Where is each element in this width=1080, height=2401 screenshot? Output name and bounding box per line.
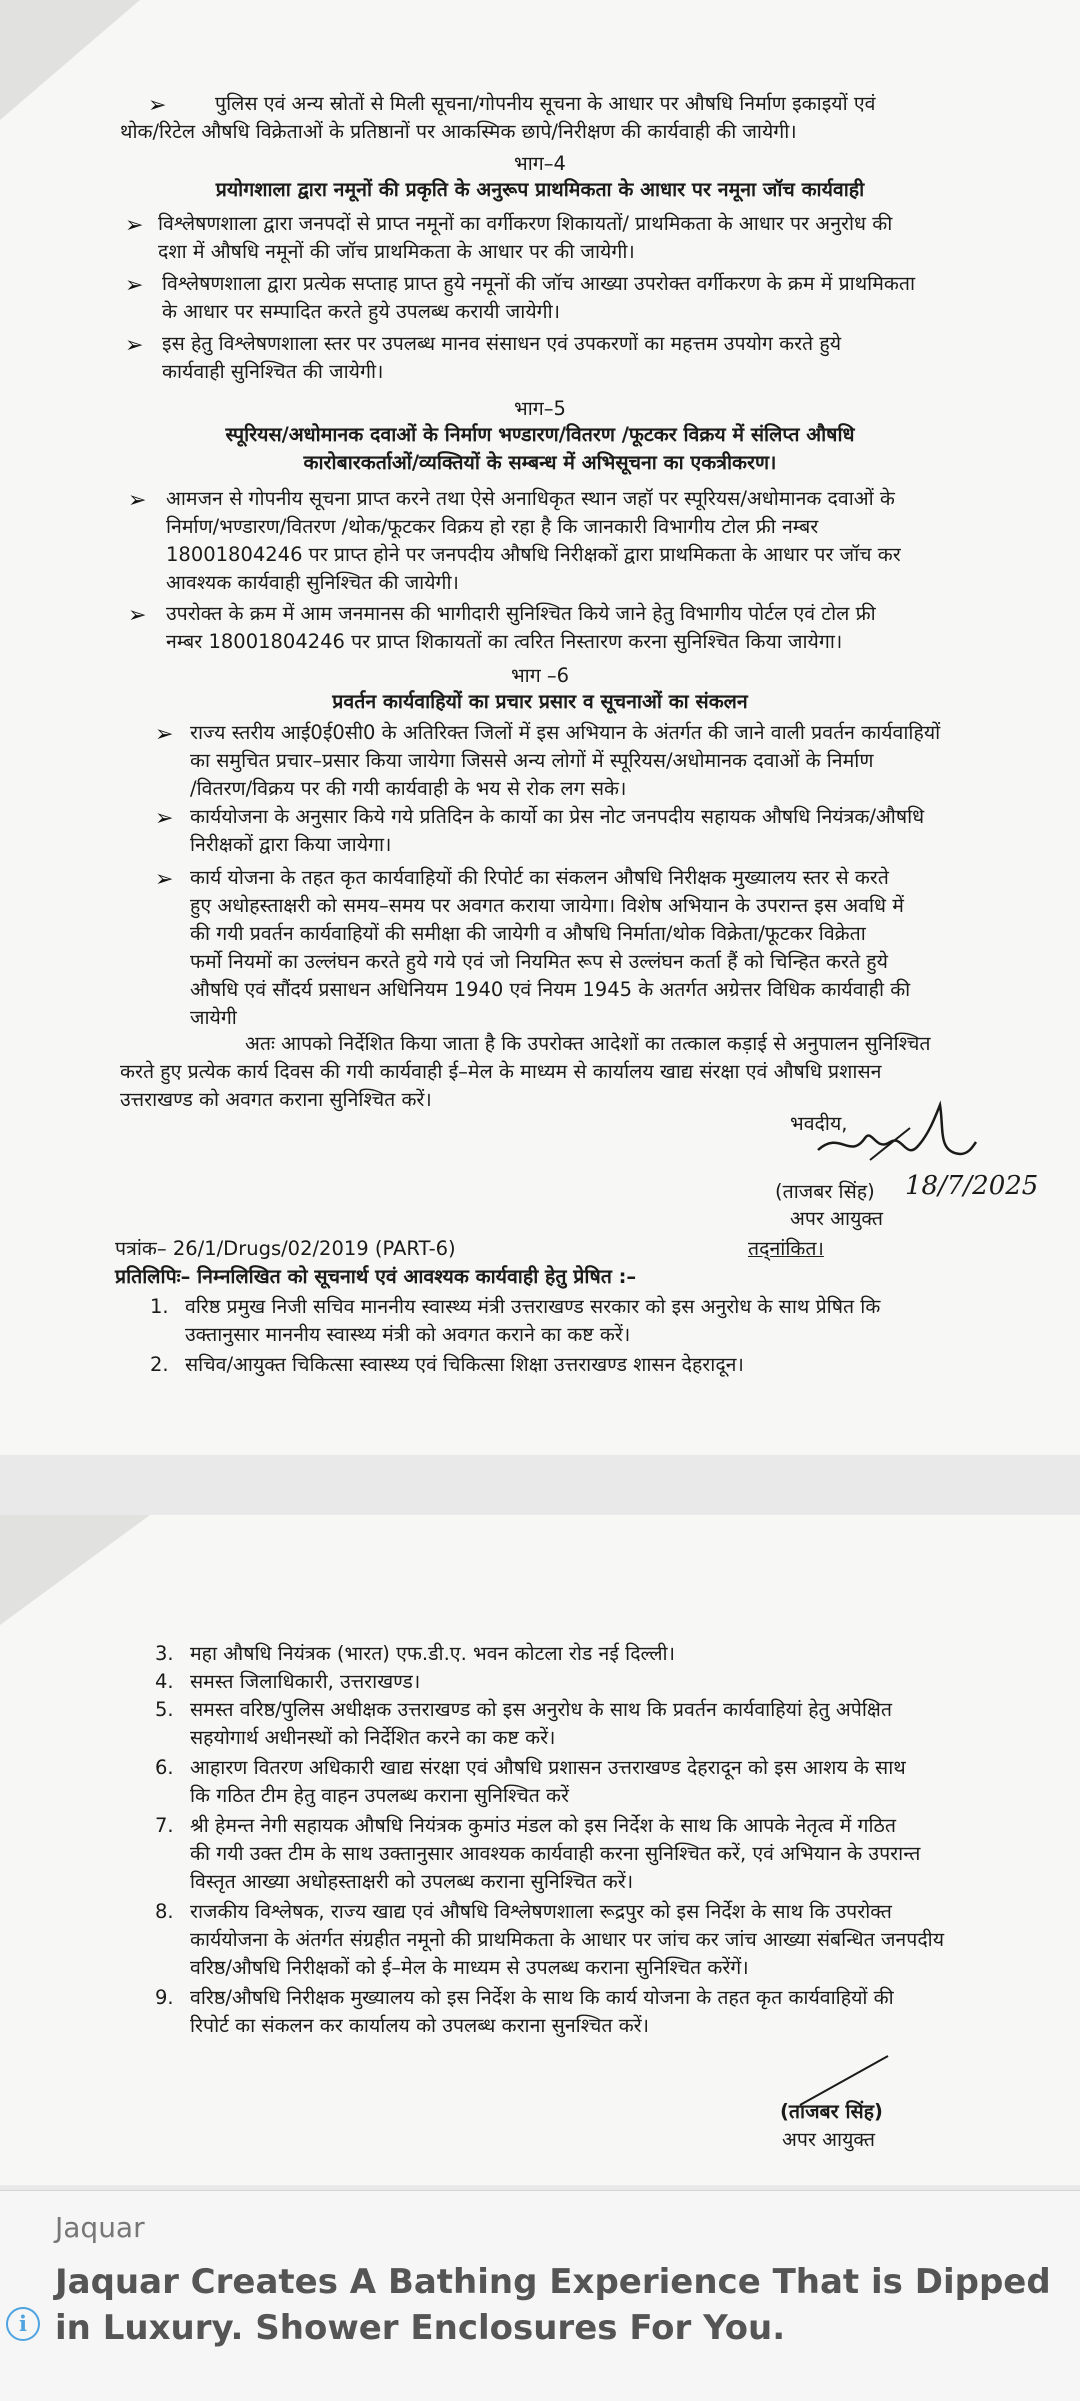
- part4-number: भाग–4: [514, 152, 566, 175]
- part4-bullet-line: कार्यवाही सुनिश्चित की जायेगी।: [162, 360, 384, 383]
- part6-bullet-line: हुए अधोहस्ताक्षरी को समय–समय पर अवगत कराया जायेगा। विशेष अभियान के उपरान्त इस अवधि में: [190, 894, 904, 917]
- copy-line: समस्त जिलाधिकारी, उत्तराखण्ड।: [190, 1670, 421, 1693]
- copy-line: कार्ययोजना के अंतर्गत संग्रहीत नमूनो की प्राथमिकता के आधार पर जांच कर जांच आख्या संबन्धित जनपदीय: [190, 1928, 945, 1951]
- closing-paragraph: अतः आपको निर्देशित किया जाता है कि उपरोक्त आदेशों का तत्काल कड़ाई से अनुपालन सुनिश्चित: [245, 1032, 931, 1055]
- signer-name: (ताजबर सिंह): [780, 2100, 883, 2123]
- page-fold-shadow: [0, 1515, 150, 1625]
- part6-bullet-line: /वितरण/विक्रय पर की गयी कार्यवाही के भय से रोक लग सके।: [190, 777, 627, 800]
- part4-title: प्रयोगशाला द्वारा नमूनों की प्रकृति के अनुरूप प्राथमिकता के आधार पर नमूना जॉच कार्यवाही: [215, 178, 865, 201]
- dated-label: तद्नांकित।: [748, 1237, 824, 1260]
- bullet-arrow-icon: ➢: [128, 603, 147, 628]
- part6-title: प्रवर्तन कार्यवाहियों का प्रचार प्रसार व सूचनाओं का संकलन: [332, 690, 748, 713]
- part6-bullet-line: जायेगी: [190, 1006, 237, 1029]
- part6-bullet-line: कार्ययोजना के अनुसार किये गये प्रतिदिन के कार्यो का प्रेस नोट जनपदीय सहायक औषधि नियंत्रक/औषधि: [190, 805, 925, 828]
- signer-designation: अपर आयुक्त: [790, 1207, 883, 1230]
- part5-bullet-line: नम्बर 18001804246 पर प्राप्त शिकायतों का त्वरित निस्तारण करना सुनिश्चित किया जायेगा।: [166, 630, 843, 653]
- part6-bullet-line: की गयी प्रवर्तन कार्यवाहियों की समीक्षा की जायेगी व औषधि निर्माता/थोक विक्रेता/फूटकर विक्रेता: [190, 922, 866, 945]
- ad-source: Jaquar: [55, 2211, 145, 2244]
- part5-bullet-line: 18001804246 पर प्राप्त होने पर जनपदीय औषधि निरीक्षकों द्वारा प्राथमिकता के आधार पर जॉच कर: [166, 543, 901, 566]
- intro-line: पुलिस एवं अन्य स्रोतों से मिली सूचना/गोपनीय सूचना के आधार पर औषधि निर्माण इकाइयों एवं: [215, 92, 876, 115]
- bullet-arrow-icon: ➢: [155, 806, 174, 831]
- ad-banner[interactable]: [0, 2190, 1080, 2401]
- copy-number: 3.: [155, 1642, 174, 1665]
- salutation: भवदीय,: [790, 1112, 848, 1135]
- reference-number: पत्रांक– 26/1/Drugs/02/2019 (PART-6): [115, 1237, 456, 1260]
- info-icon[interactable]: i: [6, 2307, 40, 2341]
- copy-line: विस्तृत आख्या अधोहस्ताक्षरी को उपलब्ध कराना सुनिश्चित करें।: [190, 1870, 634, 1893]
- copy-number: 9.: [155, 1986, 174, 2009]
- signer-designation: अपर आयुक्त: [782, 2128, 875, 2151]
- copy-number: 6.: [155, 1756, 174, 1779]
- part4-bullet-line: दशा में औषधि नमूनों की जॉच प्राथमिकता के आधार पर की जायेगी।: [158, 240, 635, 263]
- copy-number: 5.: [155, 1698, 174, 1721]
- signature-date: 18/7/2025: [905, 1171, 1039, 1201]
- closing-paragraph: करते हुए प्रत्येक कार्य दिवस की गयी कार्यवाही ई–मेल के माध्यम से कार्यालय खाद्य संरक्षा एवं औषधि प्रशासन: [120, 1060, 882, 1083]
- part5-bullet-line: उपरोक्त के क्रम में आम जनमानस की भागीदारी सुनिश्चित किये जाने हेतु विभागीय पोर्टल एवं टोल फ्री: [166, 602, 876, 625]
- part6-bullet-line: राज्य स्तरीय आई0ई0सी0 के अतिरिक्त जिलों में इस अभियान के अंतर्गत की जाने वाली प्रवर्तन कार्यवाहियों: [190, 721, 941, 744]
- bullet-arrow-icon: ➢: [148, 93, 167, 118]
- part5-bullet-line: निर्माण/भण्डारण/वितरण /थोक/फूटकर विक्रय हो रहा है कि जानकारी विभागीय टोल फ्री नम्बर: [166, 515, 819, 538]
- copy-line: वरिष्ठ प्रमुख निजी सचिव माननीय स्वास्थ्य मंत्री उत्तराखण्ड सरकार को इस अनुरोध के साथ प्रेषित कि: [185, 1295, 881, 1318]
- bullet-arrow-icon: ➢: [155, 867, 174, 892]
- copy-line: उक्तानुसार माननीय स्वास्थ्य मंत्री को अवगत कराने का कष्ट करें।: [185, 1323, 631, 1346]
- copy-line: वरिष्ठ/औषधि निरीक्षकों को ई–मेल के माध्यम से उपलब्ध कराना सुनिश्चित करेंगें।: [190, 1956, 749, 1979]
- part5-bullet-line: आमजन से गोपनीय सूचना प्राप्त करने तथा ऐसे अनाधिकृत स्थान जहॉ पर स्पूरियस/अधोमानक दवाओं के: [166, 487, 895, 510]
- copy-number: 8.: [155, 1900, 174, 1923]
- copy-number: 7.: [155, 1814, 174, 1837]
- bullet-arrow-icon: ➢: [155, 722, 174, 747]
- copy-number: 1.: [150, 1295, 169, 1318]
- part6-bullet-line: का समुचित प्रचार–प्रसार किया जायेगा जिससे अन्य लोगों में स्पूरियस/अधोमानक दवाओं के निर्माण: [190, 749, 874, 772]
- ad-headline[interactable]: Jaquar Creates A Bathing Experience That is Dipped in Luxury. Shower Enclosures For You.: [55, 2262, 1051, 2348]
- closing-paragraph: उत्तराखण्ड को अवगत कराना सुनिश्चित करें।: [120, 1088, 432, 1111]
- part6-bullet-line: निरीक्षकों द्वारा किया जायेगा।: [190, 833, 392, 856]
- part5-number: भाग–5: [514, 397, 566, 420]
- copy-line: श्री हेमन्त नेगी सहायक औषधि नियंत्रक कुमांउ मंडल को इस निर्देश के साथ कि आपके नेतृत्व में गठित: [190, 1814, 896, 1837]
- part6-bullet-line: फर्मो नियमों का उल्लंघन करते हुये गये एवं जो नियमित रूप से उल्लंघन कर्ता हैं को चिन्हित करते हुये: [190, 950, 888, 973]
- bullet-arrow-icon: ➢: [128, 488, 147, 513]
- copy-line: वरिष्ठ/औषधि निरीक्षक मुख्यालय को इस निर्देश के साथ कि कार्य योजना के तहत कृत कार्यवाहियों की: [190, 1986, 894, 2009]
- copy-line: की गयी उक्त टीम के साथ उक्तानुसार आवश्यक कार्यवाही करना सुनिश्चित करें, एवं अभियान के उपरान्त: [190, 1842, 921, 1865]
- copy-line: महा औषधि नियंत्रक (भारत) एफ.डी.ए. भवन कोटला रोड नई दिल्ली।: [190, 1642, 675, 1665]
- part5-title: कारोबारकर्ताओं/व्यक्तियों के सम्बन्ध में अभिसूचना का एकत्रीकरण।: [303, 451, 777, 474]
- copy-line: सचिव/आयुक्त चिकित्सा स्वास्थ्य एवं चिकित्सा शिक्षा उत्तराखण्ड शासन देहरादून।: [185, 1353, 744, 1376]
- part4-bullet-line: विश्लेषणशाला द्वारा प्रत्येक सप्ताह प्राप्त हुये नमूनों की जॉच आख्या उपरोक्त वर्गीकरण के क्रम में प्राथमिकता: [162, 272, 916, 295]
- copy-line: राजकीय विश्लेषक, राज्य खाद्य एवं औषधि विश्लेषणशाला रूद्रपुर को इस निर्देश के साथ कि उपरोक्त: [190, 1900, 892, 1923]
- part5-title: स्पूरियस/अधोमानक दवाओं के निर्माण भण्डारण/वितरण /फूटकर विक्रय में संलिप्त औषधि: [225, 423, 855, 446]
- part5-bullet-line: आवश्यक कार्यवाही सुनिश्चित की जायेगी।: [166, 571, 459, 594]
- bullet-arrow-icon: ➢: [125, 273, 144, 298]
- page-fold-shadow: [0, 0, 140, 120]
- part6-bullet-line: औषधि एवं सौंदर्य प्रसाधन अधिनियम 1940 एवं नियम 1945 के अतर्गत अग्रेत्तर विधिक कार्यवाही की: [190, 978, 911, 1001]
- copy-number: 4.: [155, 1670, 174, 1693]
- part4-bullet-line: इस हेतु विश्लेषणशाला स्तर पर उपलब्ध मानव संसाधन एवं उपकरणों का महत्तम उपयोग करते हुये: [162, 332, 842, 355]
- intro-line: थोक/रिटेल औषधि विक्रेताओं के प्रतिष्ठानों पर आकस्मिक छापे/निरीक्षण की कार्यवाही की जायेगी।: [120, 120, 797, 143]
- part4-bullet-line: के आधार पर सम्पादित करते हुये उपलब्ध करायी जायेगी।: [162, 300, 561, 323]
- part4-bullet-line: विश्लेषणशाला द्वारा जनपदों से प्राप्त नमूनों का वर्गीकरण शिकायतों/ प्राथमिकता के आधार पर अनुरोध की: [158, 212, 893, 235]
- copy-line: समस्त वरिष्ठ/पुलिस अधीक्षक उत्तराखण्ड को इस अनुरोध के साथ कि प्रवर्तन कार्यवाहियां हेतु अपेक्षित: [190, 1698, 892, 1721]
- copy-number: 2.: [150, 1353, 169, 1376]
- copy-line: रिपोर्ट का संकलन कर कार्यालय को उपलब्ध कराना सुनश्चित करें।: [190, 2014, 650, 2037]
- copy-line: कि गठित टीम हेतु वाहन उपलब्ध कराना सुनिश्चित करें: [190, 1784, 569, 1807]
- copy-heading: प्रतिलिपिः– निम्नलिखित को सूचनार्थ एवं आवश्यक कार्यवाही हेतु प्रेषित :–: [115, 1265, 637, 1288]
- part6-bullet-line: कार्य योजना के तहत कृत कार्यवाहियों की रिपोर्ट का संकलन औषधि निरीक्षक मुख्यालय स्तर से करते: [190, 866, 889, 889]
- document-page-2: [0, 1515, 1080, 2185]
- signer-name: (ताजबर सिंह): [775, 1180, 875, 1203]
- bullet-arrow-icon: ➢: [125, 333, 144, 358]
- bullet-arrow-icon: ➢: [125, 213, 144, 238]
- copy-line: आहारण वितरण अधिकारी खाद्य संरक्षा एवं औषधि प्रशासन उत्तराखण्ड देहरादून को इस आशय के साथ: [190, 1756, 906, 1779]
- part6-number: भाग –6: [510, 664, 570, 687]
- copy-line: सहयोगार्थ अधीनस्थों को निर्देशित करने का कष्ट करें।: [190, 1726, 556, 1749]
